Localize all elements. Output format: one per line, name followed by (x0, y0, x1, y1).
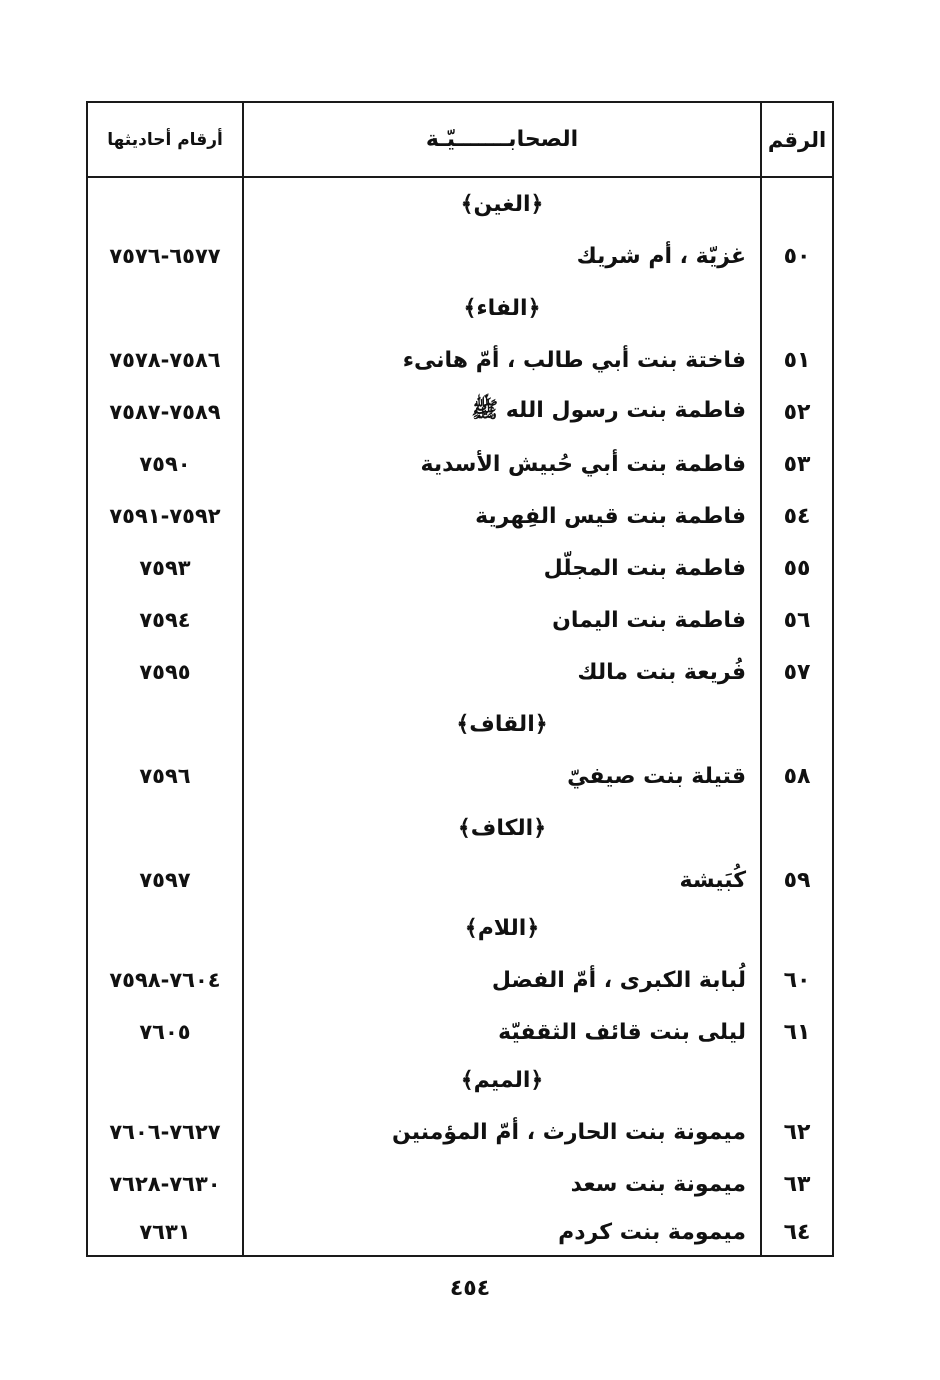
table-row (88, 1206, 832, 1258)
hadith-numbers: ٧٦٠٥ (139, 1020, 191, 1044)
letter-heading-row (88, 802, 832, 854)
hadith-numbers: ٧٦٣١ (139, 1220, 191, 1244)
companion-name: ميمومة بنت كردم (558, 1219, 746, 1245)
companion-name: ميمونة بنت الحارث ، أمّ المؤمنين (391, 1119, 746, 1145)
hadith-numbers: ٧٥٩٠ (139, 452, 191, 476)
hadith-numbers: ٧٥٩٤ (139, 608, 191, 632)
table-row (88, 1106, 832, 1158)
companion-name: فاطمة بنت المجلّل (543, 555, 746, 581)
letter-heading-row (88, 698, 832, 750)
entry-number: ٥٣ (783, 451, 811, 477)
letter-heading-row (88, 1054, 832, 1106)
letter-heading: ﴿القاف﴾ (456, 711, 548, 737)
companion-name: كُبَيشة (679, 867, 746, 893)
hadith-numbers: ٧٥٩٣ (139, 556, 191, 580)
entry-number: ٥٤ (783, 503, 811, 529)
companion-name: فاطمة بنت قيس الفِهرية (475, 503, 746, 529)
letter-heading-row (88, 178, 832, 230)
entry-number: ٥٢ (783, 399, 811, 425)
hadith-numbers: ٧٥٨٦-٧٥٧٨ (109, 348, 221, 372)
table-row (88, 646, 832, 698)
entry-number: ٦١ (783, 1019, 811, 1045)
hadith-numbers: ٧٦٢٧-٧٦٠٦ (109, 1120, 221, 1144)
hadith-numbers: ٧٦٣٠-٧٦٢٨ (109, 1172, 221, 1196)
table-row (88, 954, 832, 1006)
letter-heading: ﴿الميم﴾ (460, 1067, 544, 1093)
table-row (88, 230, 832, 282)
entry-number: ٦٢ (783, 1119, 811, 1145)
table-row (88, 750, 832, 802)
index-table (86, 101, 834, 1257)
companion-name: ميمونة بنت سعد (570, 1171, 746, 1197)
hadith-numbers: ٧٥٨٩-٧٥٨٧ (109, 400, 221, 424)
hadith-numbers: ٧٦٠٤-٧٥٩٨ (109, 968, 221, 992)
entry-number: ٥٩ (783, 867, 811, 893)
entry-number: ٦٣ (783, 1171, 811, 1197)
entry-number: ٥٦ (783, 607, 811, 633)
letter-heading: ﴿الكاف﴾ (457, 815, 547, 841)
entry-number: ٥٥ (783, 555, 811, 581)
hadith-numbers: ٧٥٩٢-٧٥٩١ (109, 504, 221, 528)
hadith-numbers: ٧٥٩٧ (139, 868, 191, 892)
companion-name: غزيّة ، أم شريك (576, 243, 746, 269)
table-row (88, 386, 832, 438)
hadith-numbers: ٦٥٧٧-٧٥٧٦ (109, 244, 221, 268)
table-row (88, 438, 832, 490)
entry-number: ٦٤ (783, 1219, 811, 1245)
companion-name: فاطمة بنت رسول الله ﷺ (471, 398, 746, 423)
companion-name: لُبابة الكبرى ، أمّ الفضل (491, 967, 746, 993)
entry-number: ٥٧ (783, 659, 811, 685)
table-row (88, 490, 832, 542)
letter-heading-row (88, 282, 832, 334)
letter-heading: ﴿الفاء﴾ (463, 295, 541, 321)
table-row (88, 542, 832, 594)
table-row (88, 1006, 832, 1058)
header-hadith-numbers: أرقام أحاديثها (107, 129, 223, 150)
table-row (88, 1158, 832, 1210)
table-row (88, 334, 832, 386)
entry-number: ٥٨ (783, 763, 811, 789)
hadith-numbers: ٧٥٩٥ (139, 660, 191, 684)
entry-number: ٥٠ (783, 243, 811, 269)
entry-number: ٥١ (783, 347, 811, 373)
letter-heading: ﴿الغين﴾ (460, 191, 544, 217)
page-number: ٤٥٤ (449, 1276, 491, 1301)
companion-name: ليلى بنت قائف الثقفيّة (498, 1019, 746, 1045)
companion-name: فُريعة بنت مالك (577, 659, 746, 685)
entry-number: ٦٠ (783, 967, 811, 993)
letter-heading: ﴿اللام﴾ (464, 915, 540, 941)
hadith-numbers: ٧٥٩٦ (139, 764, 191, 788)
companion-name: قتيلة بنت صيفيّ (567, 763, 746, 789)
companion-name: فاطمة بنت اليمان (552, 607, 746, 633)
letter-heading-row (88, 902, 832, 954)
table-row (88, 854, 832, 906)
header-number: الرقم (767, 127, 827, 152)
companion-name: فاختة بنت أبي طالب ، أمّ هانىء (402, 347, 746, 373)
table-row (88, 594, 832, 646)
companion-name: فاطمة بنت أبي حُبيش الأسدية (420, 451, 746, 477)
header-companion-name: الصحابـــــــيّـة (425, 127, 579, 152)
